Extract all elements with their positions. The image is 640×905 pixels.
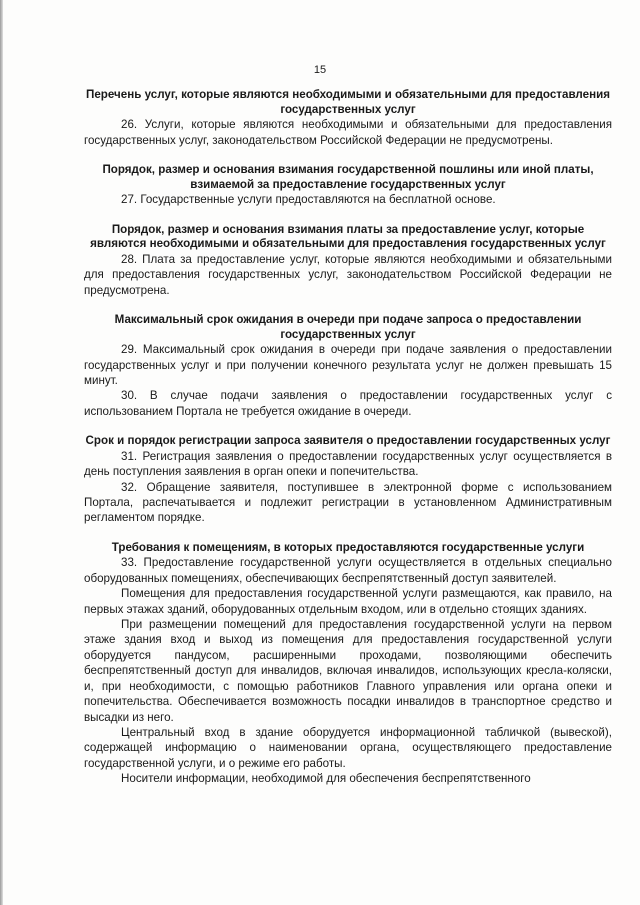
paragraph-26: 26. Услуги, которые являются необходимыми и обязательными для предоставления государственных услуг, законодательством Российской Федерации не предусмотрены.: [84, 118, 612, 147]
section-heading: Требования к помещениям, в которых предоставляются государственные услуги: [111, 540, 585, 554]
section-queue-time: [84, 313, 612, 419]
paragraph-33: 33. Предоставление государственной услуги осуществляется в отдельных специально оборудованных помещениях, обеспечивающих беспрепятственный доступ заявителей.: [84, 556, 612, 585]
paragraph-premises-location: Помещения для предоставления государственной услуги размещаются, как правило, на первых этажах зданий, оборудованных отдельным входом, или в отдельно стоящих зданиях.: [84, 587, 612, 616]
section-required-services: [84, 88, 612, 148]
section-fees: [84, 223, 612, 298]
paragraph-31: 31. Регистрация заявления о предоставлении государственных услуг осуществляется в день поступления заявления в орган опеки и попечительства.: [84, 449, 612, 479]
paragraph-premises-entrance: Центральный вход в здание оборудуется информационной табличкой (вывеской), содержащей информацию о наименовании органа, осуществляющего предоставление государственной услуги, и о режиме его работы.: [84, 725, 612, 770]
paragraph-premises-information: Носители информации, необходимой для обеспечения беспрепятственного: [121, 772, 531, 786]
section-state-duty: [84, 163, 612, 208]
page-number: 15: [313, 64, 327, 76]
paragraph-32: 32. Обращение заявителя, поступившее в электронной форме с использованием Портала, распечатывается и подлежит регистрации в установленном Административным регламентом порядке.: [84, 480, 612, 525]
page-scan-edge: [0, 0, 3, 905]
paragraph-30: 30. В случае подачи заявления о предоставлении государственных услуг с использованием Портала не требуется ожидание в очереди.: [84, 389, 612, 418]
section-heading: Срок и порядок регистрации запроса заявителя о предоставлении государственных услуг: [85, 434, 611, 448]
paragraph-27: 27. Государственные услуги предоставляются на бесплатной основе.: [121, 193, 496, 207]
section-heading: Порядок, размер и основания взимания платы за предоставление услуг, которые являются необходимыми и обязательными для предоставления государственных услуг: [90, 222, 606, 251]
section-heading: Перечень услуг, которые являются необходимыми и обязательными для предоставления государственных услуг: [86, 88, 610, 116]
section-registration: [84, 434, 612, 526]
section-heading: Порядок, размер и основания взимания государственной пошлины или иной платы, взимаемой за предоставление государственных услуг: [102, 163, 594, 191]
section-heading: Максимальный срок ожидания в очереди при подаче запроса о предоставлении государственных услуг: [114, 313, 582, 341]
paragraph-premises-access: При размещении помещений для предоставления государственной услуги на первом этаже здания вход и выход из помещения для предоставления государственной услуги оборудуется пандусом, расширенными проходами, позволяющими обеспечить беспрепятственный доступ для инвалидов, включая инвалидов, использующих кресла-коляски, и, при необходимости, с помощью работников Главного управления или органа опеки и попечительства. Обеспечивается возможность посадки инвалидов в транспортное средство и высадки из него.: [84, 618, 612, 724]
document-body: [84, 88, 612, 787]
paragraph-28: 28. Плата за предоставление услуг, которые являются необходимыми и обязательными для предоставления государственных услуг, законодательством Российской Федерации не предусмотрена.: [84, 252, 612, 297]
section-premises: [84, 541, 612, 787]
paragraph-29: 29. Максимальный срок ожидания в очереди при подаче заявления о предоставлении государственных услуг и при получении конечного результата услуг не должен превышать 15 минут.: [84, 343, 612, 387]
